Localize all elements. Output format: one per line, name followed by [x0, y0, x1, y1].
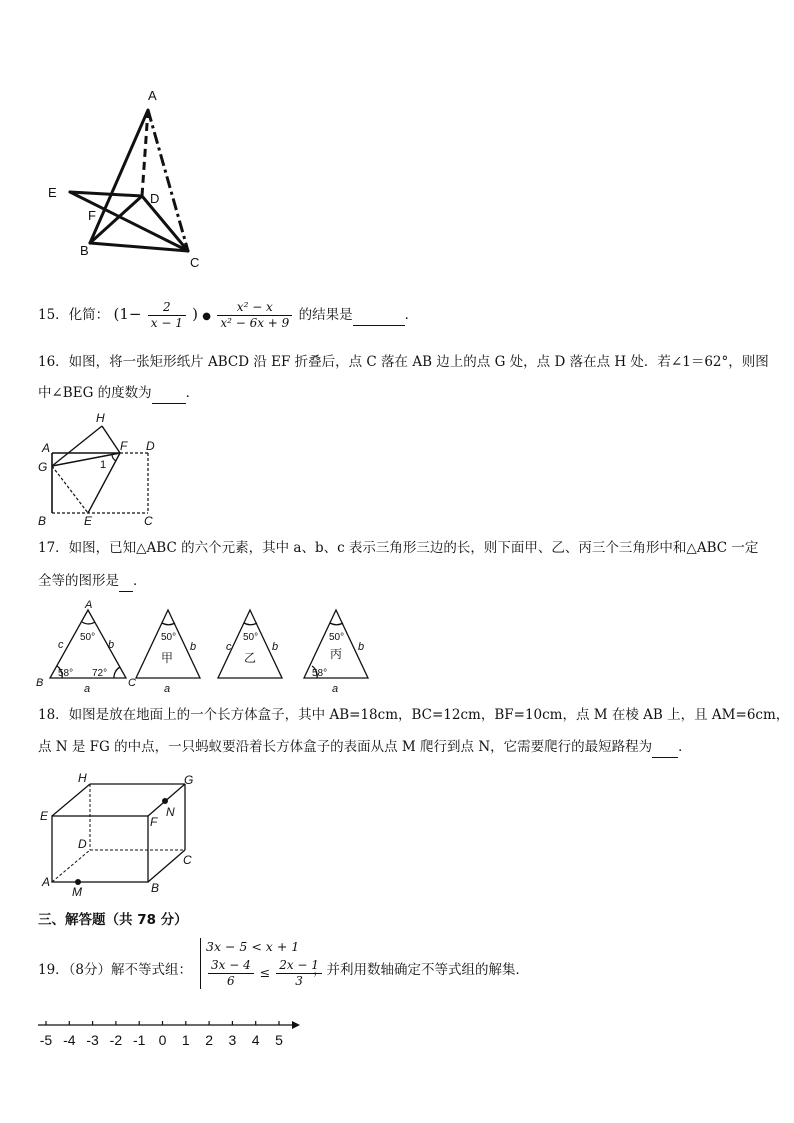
q15-prefix: 15．化简：: [38, 307, 110, 323]
inequality-1: 3x − 5 < x + 1: [206, 939, 300, 954]
label-F: F: [150, 815, 158, 829]
edge-BD-fold: [90, 196, 142, 243]
label-B: B: [80, 243, 89, 258]
tick-label--5: -5: [39, 1032, 53, 1048]
label-C: C: [128, 677, 136, 689]
jia-label: 甲: [161, 651, 174, 665]
jia-side-b: b: [190, 641, 197, 653]
label-A: A: [42, 441, 51, 455]
pyramid-figure: [40, 85, 220, 275]
tick-label-3: 3: [228, 1032, 237, 1048]
q16-line-2: 中∠BEG 的度数为 ．: [38, 383, 199, 404]
q17-line-2: 全等的图形是 ．: [38, 571, 147, 592]
answer-blank-15[interactable]: [353, 305, 405, 326]
arc-yi: [244, 623, 257, 625]
q18-line-2: 点 N 是 FG 的中点，一只蚂蚁要沿着长方体盒子的表面从点 M 爬行到点 N，它需要爬行的最短路程为 ．: [38, 737, 692, 758]
label-C: C: [190, 255, 200, 270]
label-E: E: [84, 514, 93, 528]
tick-label-5: 5: [275, 1032, 283, 1048]
label-B: B: [36, 677, 44, 689]
q15-suffix: 的结果是: [298, 307, 353, 323]
bing-label: 丙: [330, 647, 343, 661]
inequality-system: [200, 938, 324, 989]
crease-GE-dashed: [52, 466, 88, 513]
bing-bottom-angle: 58°: [312, 668, 328, 679]
label-C: C: [183, 853, 192, 867]
number-line: [30, 1015, 310, 1055]
label-G: G: [38, 460, 48, 474]
q17-line-1: 17．如图，已知△ABC 的六个元素，其中 a、b、c 表示三角形三边的长，则下面甲、乙、丙三个三角形中和△ABC 一定: [38, 540, 759, 556]
label-C: C: [144, 514, 153, 528]
edge-AC-dashdot: [148, 110, 188, 251]
label-side-c: c: [58, 639, 64, 651]
edge-GF: [52, 453, 120, 466]
point-N: [162, 798, 168, 804]
arc-jia: [162, 623, 175, 625]
label-E: E: [40, 809, 49, 823]
q18-line-1: 18．如图是放在地面上的一个长方体盒子，其中 AB=18cm，BC=12cm，BF=10cm，点 M 在棱 AB 上，且 AM=6cm，: [38, 707, 790, 723]
edge-BC: [148, 850, 185, 882]
inequality-2: $\frac{3x - 4}{6}$ ≤ $\frac{2x - 1}{3}$: [206, 958, 324, 989]
fold-rectangle-figure: [30, 408, 180, 530]
label-A: A: [148, 88, 157, 103]
bing-side-a: a: [332, 683, 339, 695]
section-heading: 三、解答题（共 78 分）: [38, 912, 188, 928]
edge-ED: [70, 192, 142, 196]
tick-label-4: 4: [251, 1032, 260, 1048]
label-F: F: [120, 439, 128, 453]
angle-B-value: 58°: [58, 668, 74, 679]
jia-angle: 50°: [161, 632, 177, 643]
tick-label--4: -4: [63, 1032, 76, 1048]
bing-angle: 50°: [329, 632, 345, 643]
tick-label--1: -1: [132, 1032, 146, 1048]
edge-HF: [102, 426, 120, 453]
label-D: D: [146, 439, 155, 453]
label-H: H: [96, 411, 105, 425]
bing-side-b: b: [358, 641, 365, 653]
q19-suffix: ，并利用数轴确定不等式组的解集．: [313, 962, 529, 978]
answer-blank-17[interactable]: [119, 571, 133, 592]
q15-fraction-1: $\frac{2}{x - 1}$: [148, 300, 186, 331]
label-B: B: [151, 881, 160, 895]
tick-label-0: 0: [158, 1032, 167, 1048]
edge-GH: [52, 426, 102, 466]
cuboid-figure: [30, 770, 210, 900]
label-D: D: [78, 837, 87, 851]
label-M: M: [72, 885, 82, 899]
arc-C: [114, 667, 120, 678]
yi-side-b: b: [272, 641, 279, 653]
angle-A-value: 50°: [80, 632, 96, 643]
label-A: A: [85, 599, 93, 611]
arc-A: [82, 622, 95, 624]
tick-label-2: 2: [205, 1032, 213, 1048]
label-B: B: [38, 514, 47, 528]
angle-1-arc: [112, 454, 116, 461]
yi-side-c: c: [226, 641, 232, 653]
edge-EH: [52, 784, 90, 816]
arc-bing-top: [330, 623, 343, 625]
q16-line-1: 16．如图，将一张矩形纸片 ABCD 沿 EF 折叠后，点 C 落在 AB 边上的点 G 处，点 D 落在点 H 处．若∠1＝62°，则图: [38, 354, 769, 370]
label-F: F: [88, 208, 96, 223]
label-G: G: [184, 773, 194, 787]
q15-fraction-2: $\frac{\text{x² − x}}{\text{x² − 6x + 9}}$: [217, 300, 292, 331]
label-side-b: b: [108, 639, 115, 651]
jia-side-a: a: [164, 683, 171, 695]
answer-blank-18[interactable]: [652, 737, 678, 758]
triangles-figure: [30, 596, 380, 696]
yi-label: 乙: [244, 651, 257, 665]
tick-label--3: -3: [86, 1032, 99, 1048]
tick-label--2: -2: [109, 1032, 123, 1048]
label-A: A: [42, 875, 51, 889]
label-side-a: a: [84, 683, 91, 695]
label-angle-1: 1: [100, 459, 107, 471]
label-N: N: [166, 805, 175, 819]
question-15: 15．化简： (1− $\frac{2}{x - 1}$ ) ● $\frac{\text{x² − x}}{\text{x² − 6x + 9}}$ 的结果是 ．: [38, 300, 419, 330]
label-E: E: [48, 185, 57, 200]
edge-AD-hidden: [52, 850, 90, 882]
label-H: H: [78, 771, 87, 785]
answer-blank-16[interactable]: [152, 383, 186, 404]
label-D: D: [150, 191, 160, 206]
angle-C-value: 72°: [92, 668, 108, 679]
yi-angle: 50°: [243, 632, 259, 643]
q19-prefix: 19．（8分）解不等式组：: [38, 962, 193, 978]
tick-label-1: 1: [181, 1032, 190, 1048]
front-face: [52, 816, 148, 882]
edge-AB: [90, 110, 148, 243]
